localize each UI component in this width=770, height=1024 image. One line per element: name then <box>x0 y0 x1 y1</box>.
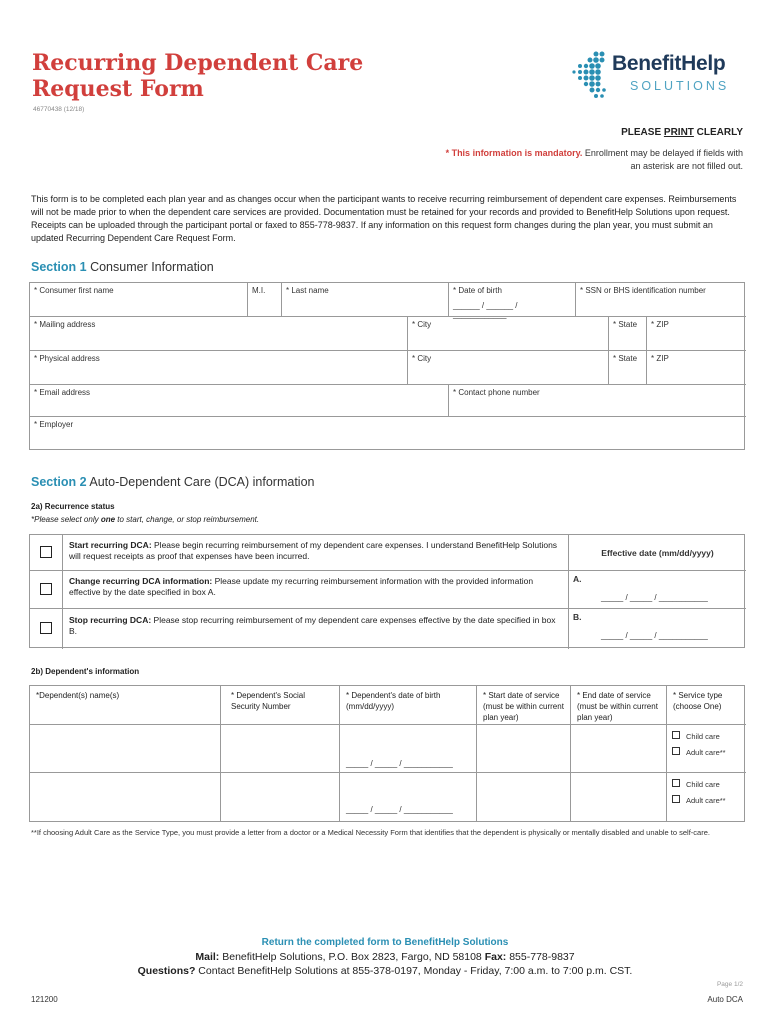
intro-paragraph: This form is to be completed each plan year and as changes occur when the participant wants to receive recurring reimbursement of dependent care expenses. Reimbursements will not be made prior to when the dependent care services are provided. Documentation must be retained for your records and provided to BenefitHelp Solutions upon request. Receipts can be uploaded through the participant portal or faxed to 855-778-9837. If any information on this request form changes during the plan year, you must submit an updated Recurring Dependent Care Request Form. <box>31 194 737 243</box>
dep2-service-type: Child care Adult care** <box>667 773 746 821</box>
recurrence-note: *Please select only one to start, change, or stop reimbursement. <box>31 515 260 524</box>
mail-fax-line: Mail: BenefitHelp Solutions, P.O. Box 2823, Fargo, ND 58108 Fax: 855-778-9837 <box>195 951 575 963</box>
dep1-end[interactable] <box>571 725 667 773</box>
col-dependent-dob: * Dependent's date of birth (mm/dd/yyyy) <box>340 686 477 725</box>
col-dependent-ssn: * Dependent's Social Security Number <box>221 686 340 725</box>
subsection-2a: 2a) Recurrence status <box>31 502 115 511</box>
benefithelp-logo <box>566 48 746 104</box>
col-end-date: * End date of service (must be within current plan year) <box>571 686 667 725</box>
dep1-service-type: Child care Adult care** <box>667 725 746 773</box>
adult-care-footnote: **If choosing Adult Care as the Service Type, you must provide a letter from a doctor or a Medical Necessity Form that identifies that the dependent is physically or mentally disabled and unable to self-care. <box>31 828 710 837</box>
dep1-dob[interactable]: _____ / _____ / ___________ <box>340 725 477 773</box>
mailing-city-field[interactable]: * City <box>408 317 609 351</box>
start-checkbox[interactable] <box>40 546 52 558</box>
mandatory-note: * This information is mandatory. Enrollment may be delayed if fields with an asterisk are not filled out. <box>445 148 743 171</box>
change-option: Change recurring DCA information: Please update my recurring reimbursement information with the provided information effective by the date specified in box A. <box>63 571 569 609</box>
section-2-heading: Section 2 Auto-Dependent Care (DCA) information <box>31 475 315 489</box>
col-start-date: * Start date of service (must be within current plan year) <box>477 686 571 725</box>
mailing-zip-field[interactable]: * ZIP <box>647 317 746 351</box>
dep2-ssn[interactable] <box>221 773 340 821</box>
mailing-state-field[interactable]: * State <box>609 317 647 351</box>
logo-dots-icon <box>566 48 610 104</box>
physical-state-field[interactable]: * State <box>609 351 647 385</box>
first-name-field[interactable]: * Consumer first name <box>30 283 248 317</box>
physical-city-field[interactable]: * City <box>408 351 609 385</box>
dep1-name[interactable] <box>30 725 221 773</box>
col-dependent-name: *Dependent(s) name(s) <box>30 686 221 725</box>
effective-date-header: Effective date (mm/dd/yyyy) <box>569 535 746 571</box>
page-number: Page 1/2 <box>716 981 743 988</box>
dep1-adult-care-checkbox[interactable] <box>672 747 680 755</box>
dep1-child-care-checkbox[interactable] <box>672 731 680 739</box>
ssn-field[interactable]: * SSN or BHS identification number <box>576 283 746 317</box>
mailing-address-field[interactable]: * Mailing address <box>30 317 408 351</box>
dob-field[interactable]: * Date of birth ______ / ______ / ____________ <box>449 283 576 317</box>
consumer-info-grid <box>29 282 745 450</box>
logo-name: BenefitHelp <box>612 52 726 75</box>
print-clearly: PLEASE PRINT CLEARLY <box>621 127 743 138</box>
return-instructions: Return the completed form to BenefitHelp Solutions <box>261 937 509 948</box>
dep2-child-care-checkbox[interactable] <box>672 779 680 787</box>
dep1-start[interactable] <box>477 725 571 773</box>
logo-sub: SOLUTIONS <box>630 79 730 93</box>
recurrence-grid <box>29 534 745 648</box>
start-option: Start recurring DCA: Please begin recurring reimbursement of my dependent care expenses. I understand BenefitHelp Solutions will request receipts as proof that expenses have been incurred. <box>63 535 569 571</box>
stop-option: Stop recurring DCA: Please stop recurring reimbursement of my dependent care expenses effective by the date specified in box B. <box>63 609 569 649</box>
form-title: Recurring Dependent Care Request Form <box>32 50 364 102</box>
email-field[interactable]: * Email address <box>30 385 449 417</box>
section-1-heading: Section 1 Consumer Information <box>31 260 214 274</box>
dep1-ssn[interactable] <box>221 725 340 773</box>
dep2-end[interactable] <box>571 773 667 821</box>
physical-zip-field[interactable]: * ZIP <box>647 351 746 385</box>
questions-line: Questions? Contact BenefitHelp Solutions at 855-378-0197, Monday - Friday, 7:00 a.m. to 7:00 p.m. CST. <box>137 965 633 977</box>
employer-field[interactable]: * Employer <box>34 420 74 429</box>
dep2-start[interactable] <box>477 773 571 821</box>
box-a-field[interactable]: A. _____ / _____ / ___________ <box>569 571 746 609</box>
form-code: 46770438 (12/18) <box>33 106 85 113</box>
footer-code: 121200 <box>31 995 58 1004</box>
subsection-2b: 2b) Dependent's information <box>31 667 140 676</box>
phone-field[interactable]: * Contact phone number <box>449 385 746 417</box>
dep2-dob[interactable]: _____ / _____ / ___________ <box>340 773 477 821</box>
doc-name: Auto DCA <box>707 995 743 1004</box>
last-name-field[interactable]: * Last name <box>282 283 449 317</box>
col-service-type: * Service type (choose One) <box>667 686 746 725</box>
dependent-grid <box>29 685 745 822</box>
dep2-name[interactable] <box>30 773 221 821</box>
mi-field[interactable]: M.I. <box>248 283 282 317</box>
physical-address-field[interactable]: * Physical address <box>30 351 408 385</box>
dep2-adult-care-checkbox[interactable] <box>672 795 680 803</box>
change-checkbox[interactable] <box>40 583 52 595</box>
box-b-field[interactable]: B. _____ / _____ / ___________ <box>573 612 708 640</box>
stop-checkbox[interactable] <box>40 622 52 634</box>
